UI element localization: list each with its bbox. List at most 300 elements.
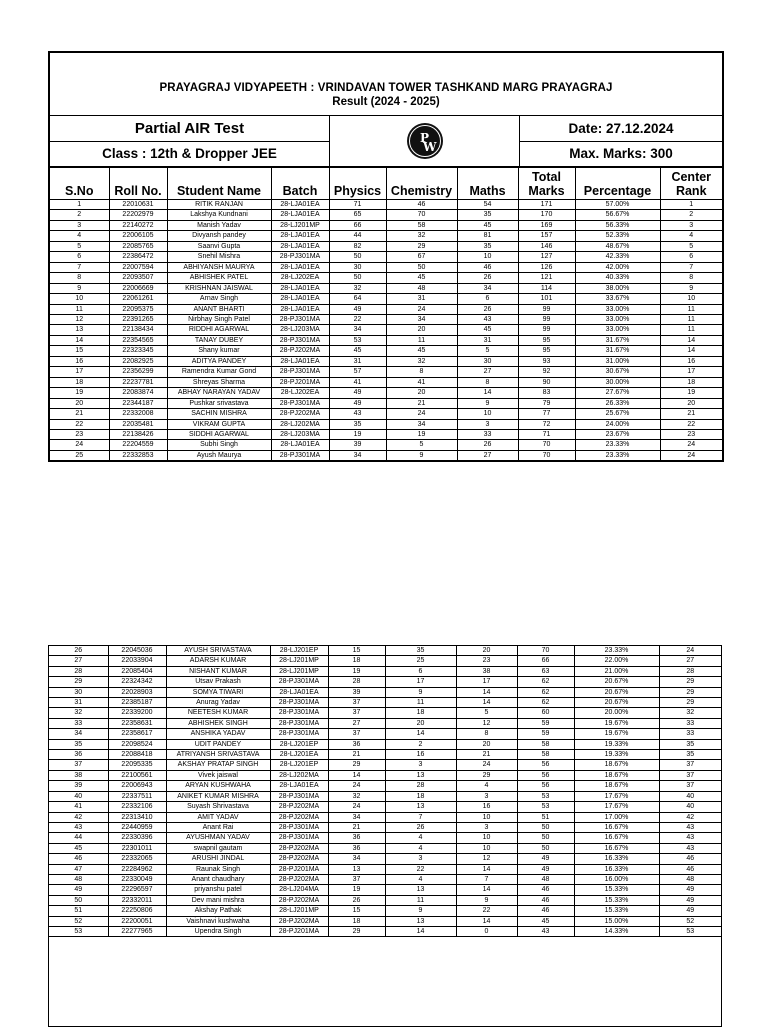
cell-total-marks: 157: [518, 231, 575, 241]
cell-roll-no: 22202979: [109, 210, 167, 220]
table-row: [50, 367, 722, 377]
cell-physics: 36: [328, 739, 385, 749]
cell-batch: 28-LJ201EP: [270, 646, 328, 656]
max-marks: Max. Marks: 300: [569, 146, 673, 161]
cell-physics: 19: [328, 666, 385, 676]
cell-maths: 10: [457, 409, 518, 419]
cell-roll-no: 22339200: [108, 708, 166, 718]
cell-center-rank: 24: [660, 440, 722, 450]
table-row: [50, 346, 722, 356]
cell-batch: 28-PJ301MA: [270, 708, 328, 718]
cell-student-name: ARYAN KUSHWAHA: [166, 781, 270, 791]
cell-maths: 24: [456, 760, 517, 770]
cell-student-name: SACHIN MISHRA: [167, 409, 271, 419]
cell-roll-no: 22332008: [109, 409, 167, 419]
cell-percentage: 15.33%: [574, 906, 659, 916]
table-row: [50, 262, 722, 272]
cell-total-marks: 49: [517, 864, 574, 874]
cell-percentage: 16.67%: [574, 822, 659, 832]
cell-total-marks: 56: [517, 760, 574, 770]
cell-sno: 5: [50, 241, 109, 251]
cell-percentage: 23.33%: [575, 440, 660, 450]
cell-student-name: Arnav Singh: [167, 294, 271, 304]
cell-roll-no: 22007594: [109, 262, 167, 272]
cell-student-name: ADARSH KUMAR: [166, 656, 270, 666]
table-row: [50, 220, 722, 230]
cell-chemistry: 70: [386, 210, 457, 220]
cell-percentage: 26.33%: [575, 398, 660, 408]
cell-roll-no: 22082925: [109, 356, 167, 366]
cell-physics: 30: [329, 262, 386, 272]
cell-chemistry: 3: [385, 760, 456, 770]
cell-maths: 30: [457, 356, 518, 366]
cell-total-marks: 56: [517, 770, 574, 780]
cell-maths: 35: [457, 241, 518, 251]
cell-physics: 35: [329, 419, 386, 429]
cell-percentage: 42.33%: [575, 252, 660, 262]
cell-batch: 28-PJ202MA: [270, 812, 328, 822]
cell-total-marks: 169: [518, 220, 575, 230]
test-info-left: [50, 116, 330, 166]
cell-percentage: 17.67%: [574, 802, 659, 812]
cell-percentage: 23.33%: [575, 450, 660, 460]
cell-percentage: 31.67%: [575, 346, 660, 356]
cell-chemistry: 25: [385, 656, 456, 666]
cell-batch: 28-LJ202MA: [271, 419, 329, 429]
cell-student-name: NEETESH KUMAR: [166, 708, 270, 718]
cell-center-rank: 20: [660, 398, 722, 408]
cell-student-name: Raunak Singh: [166, 864, 270, 874]
cell-total-marks: 58: [517, 739, 574, 749]
cell-center-rank: 11: [660, 314, 722, 324]
cell-sno: 34: [49, 729, 108, 739]
cell-student-name: UDIT PANDEY: [166, 739, 270, 749]
cell-total-marks: 127: [518, 252, 575, 262]
test-name: Partial AIR Test: [50, 116, 329, 142]
cell-center-rank: 29: [659, 687, 721, 697]
cell-batch: 28-LJA01EA: [271, 294, 329, 304]
cell-total-marks: 53: [517, 791, 574, 801]
cell-chemistry: 34: [386, 314, 457, 324]
cell-percentage: 33.00%: [575, 314, 660, 324]
institute-name: PRAYAGRAJ VIDYAPEETH : VRINDAVAN TOWER TASHKAND MARG PRAYAGRAJ: [159, 82, 613, 94]
cell-physics: 27: [328, 718, 385, 728]
cell-roll-no: 22093507: [109, 273, 167, 283]
table-row: [49, 656, 721, 666]
cell-chemistry: 34: [386, 419, 457, 429]
cell-chemistry: 4: [385, 833, 456, 843]
cell-center-rank: 46: [659, 854, 721, 864]
table-row: [49, 739, 721, 749]
cell-batch: 28-LJ202EA: [271, 388, 329, 398]
cell-center-rank: 43: [659, 822, 721, 832]
cell-roll-no: 22313410: [108, 812, 166, 822]
column-header-center-rank: Center Rank: [660, 168, 722, 200]
cell-maths: 5: [456, 708, 517, 718]
cell-student-name: ABHIYANSH MAURYA: [167, 262, 271, 272]
table-row: [49, 916, 721, 926]
cell-physics: 49: [329, 304, 386, 314]
table-row: [50, 409, 722, 419]
result-sheet: [48, 51, 724, 462]
cell-total-marks: 72: [518, 419, 575, 429]
cell-batch: 28-LJA01EA: [271, 440, 329, 450]
cell-total-marks: 79: [518, 398, 575, 408]
cell-chemistry: 22: [385, 864, 456, 874]
cell-physics: 18: [328, 916, 385, 926]
table-row: [49, 833, 721, 843]
cell-roll-no: 22035481: [109, 419, 167, 429]
cell-maths: 46: [457, 262, 518, 272]
cell-sno: 28: [49, 666, 108, 676]
cell-maths: 27: [457, 450, 518, 460]
cell-student-name: ADITYA PANDEY: [167, 356, 271, 366]
cell-chemistry: 13: [385, 802, 456, 812]
cell-total-marks: 59: [517, 718, 574, 728]
cell-student-name: Utsav Prakash: [166, 677, 270, 687]
table-row: [49, 802, 721, 812]
cell-student-name: Shany kumar: [167, 346, 271, 356]
cell-physics: 13: [328, 864, 385, 874]
table-row: [49, 895, 721, 905]
cell-batch: 28-LJA01EA: [270, 781, 328, 791]
cell-maths: 10: [456, 833, 517, 843]
cell-batch: 28-LJA01EA: [271, 210, 329, 220]
cell-total-marks: 90: [518, 377, 575, 387]
cell-sno: 53: [49, 926, 108, 936]
cell-physics: 19: [328, 885, 385, 895]
cell-student-name: Vaishnavi kushwaha: [166, 916, 270, 926]
cell-total-marks: 93: [518, 356, 575, 366]
cell-maths: 12: [456, 718, 517, 728]
table-row: [50, 283, 722, 293]
cell-center-rank: 40: [659, 802, 721, 812]
cell-roll-no: 22330396: [108, 833, 166, 843]
cell-physics: 39: [328, 687, 385, 697]
table-row: [50, 356, 722, 366]
cell-batch: 28-LJ203MA: [271, 429, 329, 439]
cell-percentage: 17.00%: [574, 812, 659, 822]
cell-chemistry: 32: [386, 356, 457, 366]
cell-maths: 38: [456, 666, 517, 676]
cell-batch: 28-LJA01EA: [271, 283, 329, 293]
cell-sno: 44: [49, 833, 108, 843]
cell-maths: 16: [456, 802, 517, 812]
cell-maths: 26: [457, 440, 518, 450]
cell-total-marks: 59: [517, 729, 574, 739]
cell-maths: 81: [457, 231, 518, 241]
column-header-physics: Physics: [329, 168, 386, 200]
cell-roll-no: 22061261: [109, 294, 167, 304]
cell-maths: 4: [456, 781, 517, 791]
table-row: [49, 750, 721, 760]
test-info-right: [520, 116, 722, 166]
table-row: [50, 388, 722, 398]
cell-physics: 34: [329, 325, 386, 335]
cell-sno: 40: [49, 791, 108, 801]
result-session: Result (2024 - 2025): [332, 96, 440, 108]
cell-percentage: 23.33%: [574, 646, 659, 656]
cell-total-marks: 83: [518, 388, 575, 398]
cell-roll-no: 22337511: [108, 791, 166, 801]
cell-center-rank: 28: [659, 666, 721, 676]
cell-total-marks: 71: [518, 429, 575, 439]
cell-chemistry: 20: [386, 388, 457, 398]
cell-center-rank: 29: [659, 698, 721, 708]
cell-sno: 20: [50, 398, 109, 408]
cell-chemistry: 28: [385, 781, 456, 791]
cell-batch: 28-PJ301MA: [271, 314, 329, 324]
cell-sno: 4: [50, 231, 109, 241]
cell-student-name: AKSHAY PRATAP SINGH: [166, 760, 270, 770]
cell-total-marks: 95: [518, 346, 575, 356]
cell-roll-no: 22204559: [109, 440, 167, 450]
cell-maths: 7: [456, 874, 517, 884]
cell-roll-no: 22385187: [108, 698, 166, 708]
cell-student-name: Ayush Maurya: [167, 450, 271, 460]
cell-physics: 57: [329, 367, 386, 377]
cell-sno: 3: [50, 220, 109, 230]
table-row: [50, 210, 722, 220]
cell-sno: 21: [50, 409, 109, 419]
cell-maths: 8: [456, 729, 517, 739]
cell-physics: 36: [328, 833, 385, 843]
cell-center-rank: 16: [660, 356, 722, 366]
cell-percentage: 56.67%: [575, 210, 660, 220]
cell-student-name: Upendra Singh: [166, 926, 270, 936]
pw-logo: [330, 116, 520, 166]
cell-student-name: ABHISHEK SINGH: [166, 718, 270, 728]
cell-total-marks: 146: [518, 241, 575, 251]
cell-sno: 10: [50, 294, 109, 304]
cell-sno: 1: [50, 200, 109, 210]
cell-roll-no: 22100561: [108, 770, 166, 780]
cell-chemistry: 14: [385, 926, 456, 936]
cell-physics: 34: [328, 854, 385, 864]
cell-physics: 49: [329, 398, 386, 408]
cell-total-marks: 48: [517, 874, 574, 884]
cell-percentage: 27.67%: [575, 388, 660, 398]
cell-chemistry: 13: [385, 916, 456, 926]
cell-sno: 8: [50, 273, 109, 283]
cell-total-marks: 43: [517, 926, 574, 936]
cell-center-rank: 21: [660, 409, 722, 419]
table-row: [49, 770, 721, 780]
cell-sno: 46: [49, 854, 108, 864]
cell-roll-no: 22006943: [108, 781, 166, 791]
cell-batch: 28-PJ202MA: [270, 802, 328, 812]
cell-sno: 15: [50, 346, 109, 356]
cell-sno: 27: [49, 656, 108, 666]
cell-total-marks: 92: [518, 367, 575, 377]
cell-physics: 39: [329, 440, 386, 450]
cell-physics: 44: [329, 231, 386, 241]
cell-chemistry: 46: [386, 200, 457, 210]
cell-percentage: 38.00%: [575, 283, 660, 293]
cell-center-rank: 1: [660, 200, 722, 210]
cell-percentage: 19.67%: [574, 718, 659, 728]
cell-percentage: 16.67%: [574, 843, 659, 853]
cell-student-name: SIDDHI AGARWAL: [167, 429, 271, 439]
cell-student-name: Suyash Shrivastava: [166, 802, 270, 812]
cell-chemistry: 8: [386, 367, 457, 377]
column-header-sno: S.No: [50, 168, 109, 200]
column-header-percentage: Percentage: [575, 168, 660, 200]
cell-chemistry: 18: [385, 791, 456, 801]
cell-total-marks: 60: [517, 708, 574, 718]
cell-total-marks: 50: [517, 833, 574, 843]
cell-maths: 33: [457, 429, 518, 439]
cell-roll-no: 22138434: [109, 325, 167, 335]
table-row: [49, 760, 721, 770]
table-row: [49, 677, 721, 687]
table-row: [49, 781, 721, 791]
cell-total-marks: 50: [517, 822, 574, 832]
cell-roll-no: 22033904: [108, 656, 166, 666]
cell-center-rank: 17: [660, 367, 722, 377]
cell-physics: 28: [328, 677, 385, 687]
cell-physics: 37: [328, 698, 385, 708]
cell-physics: 22: [329, 314, 386, 324]
cell-sno: 43: [49, 822, 108, 832]
cell-sno: 47: [49, 864, 108, 874]
cell-batch: 28-LJA01EA: [271, 200, 329, 210]
cell-sno: 23: [50, 429, 109, 439]
cell-physics: 29: [328, 760, 385, 770]
cell-maths: 14: [456, 698, 517, 708]
cell-batch: 28-LJ201EP: [270, 739, 328, 749]
cell-maths: 10: [456, 812, 517, 822]
cell-center-rank: 5: [660, 241, 722, 251]
cell-sno: 50: [49, 895, 108, 905]
pw-logo-icon: [406, 122, 444, 160]
cell-maths: 26: [457, 304, 518, 314]
cell-center-rank: 27: [659, 656, 721, 666]
cell-percentage: 20.67%: [574, 687, 659, 697]
cell-center-rank: 49: [659, 906, 721, 916]
cell-total-marks: 62: [517, 677, 574, 687]
table-row: [50, 325, 722, 335]
cell-center-rank: 24: [659, 646, 721, 656]
cell-maths: 17: [456, 677, 517, 687]
column-header-maths: Maths: [457, 168, 518, 200]
cell-percentage: 20.67%: [574, 698, 659, 708]
table-row: [49, 864, 721, 874]
cell-center-rank: 32: [659, 708, 721, 718]
cell-chemistry: 32: [386, 231, 457, 241]
cell-maths: 54: [457, 200, 518, 210]
cell-student-name: Manish Yadav: [167, 220, 271, 230]
table-header-row: [50, 168, 722, 200]
cell-total-marks: 126: [518, 262, 575, 272]
cell-roll-no: 22250806: [108, 906, 166, 916]
cell-batch: 28-PJ202MA: [271, 346, 329, 356]
cell-chemistry: 6: [385, 666, 456, 676]
cell-roll-no: 22323345: [109, 346, 167, 356]
cell-center-rank: 9: [660, 283, 722, 293]
cell-sno: 25: [50, 450, 109, 460]
cell-roll-no: 22301011: [108, 843, 166, 853]
cell-batch: 28-PJ202MA: [271, 409, 329, 419]
cell-total-marks: 46: [517, 885, 574, 895]
column-header-chemistry: Chemistry: [386, 168, 457, 200]
table-row: [49, 926, 721, 936]
cell-roll-no: 22006669: [109, 283, 167, 293]
cell-total-marks: 49: [517, 854, 574, 864]
cell-maths: 12: [456, 854, 517, 864]
cell-total-marks: 99: [518, 325, 575, 335]
cell-sno: 51: [49, 906, 108, 916]
table-row: [50, 304, 722, 314]
cell-maths: 20: [456, 646, 517, 656]
cell-chemistry: 21: [386, 398, 457, 408]
cell-student-name: Anurag Yadav: [166, 698, 270, 708]
cell-center-rank: 35: [659, 739, 721, 749]
cell-maths: 34: [457, 283, 518, 293]
cell-maths: 3: [457, 419, 518, 429]
cell-physics: 53: [329, 335, 386, 345]
cell-center-rank: 22: [660, 419, 722, 429]
cell-percentage: 57.00%: [575, 200, 660, 210]
cell-sno: 19: [50, 388, 109, 398]
cell-center-rank: 52: [659, 916, 721, 926]
cell-student-name: Lakshya Kundnani: [167, 210, 271, 220]
cell-maths: 21: [456, 750, 517, 760]
cell-sno: 14: [50, 335, 109, 345]
table-row: [50, 377, 722, 387]
cell-percentage: 40.33%: [575, 273, 660, 283]
cell-physics: 65: [329, 210, 386, 220]
cell-chemistry: 13: [385, 770, 456, 780]
cell-physics: 37: [328, 729, 385, 739]
cell-percentage: 33.00%: [575, 304, 660, 314]
cell-student-name: Subhi Singh: [167, 440, 271, 450]
table-row: [49, 906, 721, 916]
cell-total-marks: 101: [518, 294, 575, 304]
cell-sno: 30: [49, 687, 108, 697]
cell-sno: 16: [50, 356, 109, 366]
cell-roll-no: 22083874: [109, 388, 167, 398]
result-table-page2: [49, 646, 721, 937]
cell-student-name: ARUSHI JINDAL: [166, 854, 270, 864]
cell-roll-no: 22088418: [108, 750, 166, 760]
cell-roll-no: 22332065: [108, 854, 166, 864]
cell-center-rank: 11: [660, 304, 722, 314]
cell-roll-no: 22358617: [108, 729, 166, 739]
table-row: [49, 843, 721, 853]
cell-roll-no: 22332853: [109, 450, 167, 460]
cell-chemistry: 9: [386, 450, 457, 460]
cell-sno: 9: [50, 283, 109, 293]
cell-sno: 2: [50, 210, 109, 220]
cell-maths: 35: [457, 210, 518, 220]
cell-maths: 9: [457, 398, 518, 408]
cell-total-marks: 62: [517, 698, 574, 708]
cell-roll-no: 22354565: [109, 335, 167, 345]
cell-percentage: 33.67%: [575, 294, 660, 304]
cell-center-rank: 23: [660, 429, 722, 439]
cell-total-marks: 58: [517, 750, 574, 760]
cell-percentage: 52.33%: [575, 231, 660, 241]
cell-chemistry: 4: [385, 874, 456, 884]
cell-roll-no: 22358631: [108, 718, 166, 728]
cell-batch: 28-LJ201MP: [270, 666, 328, 676]
table-row: [49, 666, 721, 676]
cell-batch: 28-PJ301MA: [271, 398, 329, 408]
cell-roll-no: 22085765: [109, 241, 167, 251]
cell-batch: 28-LJ201EA: [270, 750, 328, 760]
cell-student-name: Pushkar srivastava: [167, 398, 271, 408]
